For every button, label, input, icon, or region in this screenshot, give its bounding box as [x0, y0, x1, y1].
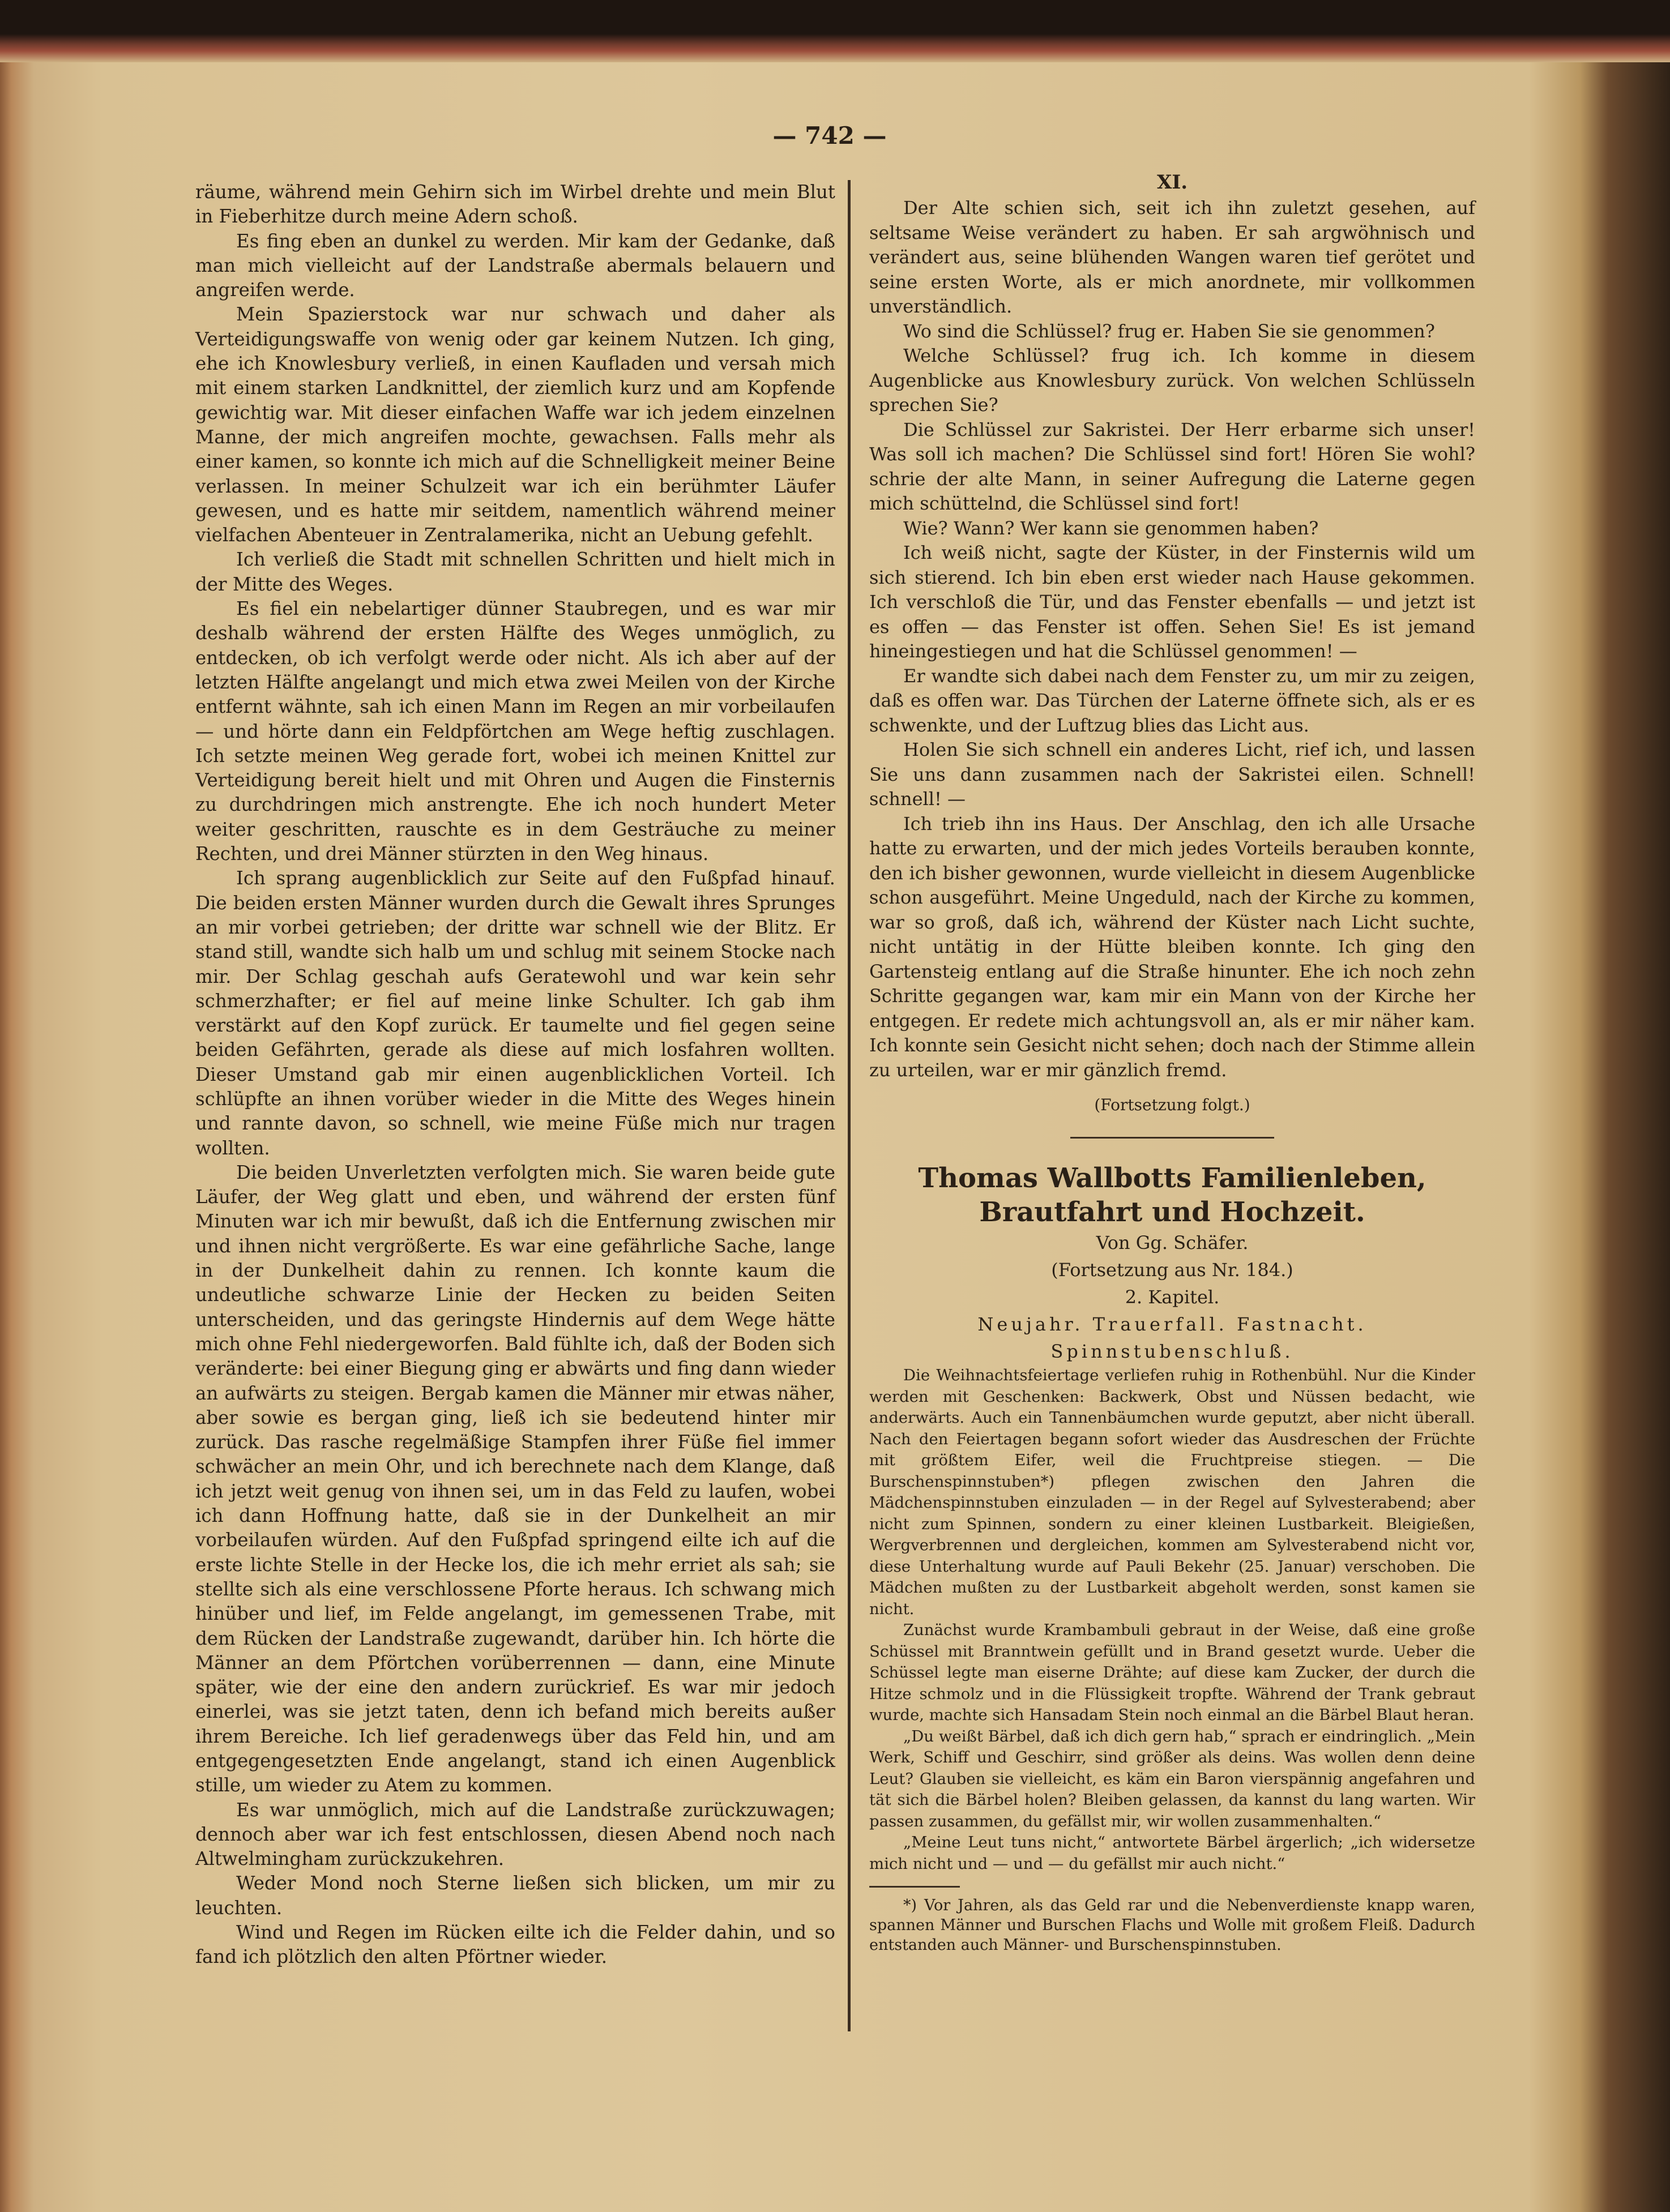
- chapter-heading: XI.: [1156, 171, 1188, 194]
- left-paragraph: Es fing eben an dunkel zu werden. Mir kam der Gedanke, daß man mich vielleicht auf der Landstraße abermals belauern und angreifen werde.: [195, 230, 835, 301]
- left-paragraph: Es fiel ein nebelartiger dünner Staubregen, und es war mir deshalb während der ersten Hälfte des Weges unmöglich, zu entdecken, ob ich verfolgt werde oder nicht. Als ich aber auf der letzten Hälfte angelangt und mich etwa zwei Meilen von der Kirche entfernt wähnte, sah ich einen Mann im Regen an mir vorbeilaufen — und hörte dann ein Feldpförtchen am Wege heftig zuschlagen. Ich setzte meinen Weg gerade fort, wobei ich meinen Knittel zur Verteidigung bereit hielt und mit Ohren und Augen die Finsternis zu durchdringen mich anstrengte. Ehe ich noch hundert Meter weiter geschritten, rauschte es in dem Gesträuche zu meiner Rechten, und drei Männer stürzten in den Weg hinaus.: [195, 598, 835, 865]
- story-continuation: (Fortsetzung aus Nr. 184.): [1051, 1259, 1293, 1281]
- story-paragraph: Die Weihnachtsfeiertage verliefen ruhig in Rothenbühl. Nur die Kinder werden mit Geschenken: Backwerk, Obst und Nüssen bedacht, wie anderwärts. Auch ein Tannenbäumchen wurde geputzt, aber nicht überall. Nach den Feiertagen begann sofort wieder das Ausdreschen der Früchte mit größtem Eifer, weil die Fruchtpreise stiegen. — Die Burschenspinnstuben*) pflegen zwischen den Jahren die Mädchenspinnstuben einzuladen — in der Regel auf Sylvesterabend; aber nicht zum Spinnen, sondern zu einer kleinen Lustbarkeit. Bleigießen, Wergverbrennen und dergleichen, kommen am Sylvesterabend nicht vor, diese Unterhaltung wurde auf Pauli Bekehr (25. Januar) verschoben. Die Mädchen mußten zu der Lustbarkeit abgeholt werden, sonst kamen sie nicht.: [869, 1366, 1475, 1618]
- right-column: [869, 170, 1475, 2038]
- left-paragraph: Ich verließ die Stadt mit schnellen Schritten und hielt mich in der Mitte des Weges.: [195, 549, 835, 595]
- left-column: [195, 180, 835, 2037]
- left-paragraph: Wind und Regen im Rücken eilte ich die Felder dahin, und so fand ich plötzlich den alten Pförtner wieder.: [195, 1922, 835, 1968]
- page-number: — 742 —: [772, 122, 887, 149]
- right-paragraph: Holen Sie sich schnell ein anderes Licht, rief ich, und lassen Sie uns dann zusammen nach der Sakristei eilen. Schnell! schnell! —: [869, 739, 1475, 810]
- story-paragraph: „Du weißt Bärbel, daß ich dich gern hab,“ sprach er eindringlich. „Mein Werk, Schiff und Geschirr, sind größer als deins. Was wollen denn deine Leut? Glauben sie vielleicht, es käm ein Baron vierspännig angefahren und tät sich die Bärbel holen? Bleiben gelassen, da kannst du lang warten. Wir passen zusammen, du gefällst mir, wir wollen zusammenhalten.“: [869, 1727, 1475, 1830]
- right-paragraph: Ich trieb ihn ins Haus. Der Anschlag, den ich alle Ursache hatte zu erwarten, und der mich jedes Vorteils berauben konnte, den ich bisher gewonnen, wurde vielleicht in diesem Augenblicke schon ausgeführt. Meine Ungeduld, nach der Kirche zu kommen, war so groß, daß ich, während der Küster nach Licht suchte, nicht untätig in der Hütte bleiben konnte. Ich ging den Gartensteig entlang auf die Straße hinunter. Ehe ich noch zehn Schritte gegangen war, kam mir ein Mann von der Kirche her entgegen. Er redete mich achtungsvoll an, als er mir näher kam. Ich konnte sein Gesicht nicht sehen; doch nach der Stimme allein zu urteilen, war er mir gänzlich fremd.: [869, 812, 1475, 1081]
- story-paragraph: Zunächst wurde Krambambuli gebraut in der Weise, daß eine große Schüssel mit Branntwein gefüllt und in Brand gesetzt wurde. Ueber die Schüssel legte man eiserne Drähte; auf diese kam Zucker, der durch die Hitze schmolz und in die Flüssigkeit tropfte. Während der Trank gebraut wurde, machte sich Hansadam Stein noch einmal an die Bärbel Blaut heran.: [869, 1621, 1475, 1724]
- left-paragraph: Weder Mond noch Sterne ließen sich blicken, um mir zu leuchten.: [195, 1872, 835, 1919]
- left-paragraph: Mein Spazierstock war nur schwach und daher als Verteidigungswaffe von wenig oder gar keinem Nutzen. Ich ging, ehe ich Knowlesbury verließ, in einen Kaufladen und versah mich mit einem starken Landknittel, der ziemlich kurz und am Kopfende gewichtig war. Mit dieser einfachen Waffe war ich jedem einzelnen Manne, der mich angreifen mochte, gewachsen. Falls mehr als einer kamen, so konnte ich mich auf die Schnelligkeit meiner Beine verlassen. In meiner Schulzeit war ich ein berühmter Läufer gewesen, und es hatte mir seitdem, namentlich während meiner vielfachen Abenteuer in Zentralamerika, nicht an Uebung gefehlt.: [195, 303, 835, 546]
- right-paragraph: Er wandte sich dabei nach dem Fenster zu, um mir zu zeigen, daß es offen war. Das Türchen der Laterne öffnete sich, als er es schwenkte, und der Luftzug blies das Licht aus.: [869, 665, 1475, 736]
- story-subheading: Neujahr. Trauerfall. Fastnacht. Spinnstubenschluß.: [977, 1313, 1367, 1362]
- right-paragraph: Welche Schlüssel? frug ich. Ich komme in diesem Augenblicke aus Knowlesbury zurück. Von welchen Schlüsseln sprechen Sie?: [869, 345, 1475, 416]
- right-paragraph: Der Alte schien sich, seit ich ihn zuletzt gesehen, auf seltsame Weise verändert zu haben. Er sah argwöhnisch und verändert aus, seine blühenden Wangen waren tief gerötet und seine ersten Worte, als er mich anordnete, mir vollkommen unverständlich.: [869, 197, 1475, 317]
- footnote: *) Vor Jahren, als das Geld rar und die Nebenverdienste knapp waren, spannen Männer und Burschen Flachs und Wolle mit großem Fleiß. Dadurch entstanden auch Männer- und Burschenspinnstuben.: [869, 1897, 1475, 1954]
- left-paragraph: Ich sprang augenblicklich zur Seite auf den Fußpfad hinauf. Die beiden ersten Männer wurden durch die Gewalt ihres Sprunges an mir vorbei getrieben; der dritte war schnell wie der Blitz. Er stand still, wandte sich halb um und schlug mit seinem Stocke nach mir. Der Schlag geschah aufs Geratewohl und war kein sehr schmerzhafter; er fiel auf meine linke Schulter. Ich gab ihm verstärkt auf den Kopf zurück. Er taumelte und fiel gegen seine beiden Gefährten, gerade als diese auf mich losfahren wollten. Dieser Umstand gab mir einen augenblicklichen Vorteil. Ich schlüpfte an ihnen vorüber wieder in die Mitte des Weges hinein und rannte davon, so schnell, wie meine Füße mich nur tragen wollten.: [195, 867, 835, 1159]
- book-top-edge: [0, 0, 1670, 62]
- left-paragraph: Die beiden Unverletzten verfolgten mich. Sie waren beide gute Läufer, der Weg glatt und eben, und während der ersten fünf Minuten war ich mir bewußt, daß ich die Entfernung zwischen mir und ihnen nicht vergrößerte. Es war eine gefährliche Sache, lange in der Dunkelheit dahin zu rennen. Ich konnte kaum die undeutliche schwarze Linie der Hecken zu beiden Seiten unterscheiden, und das geringste Hindernis auf dem Wege hätte mich ohne Fehl niedergeworfen. Bald fühlte ich, daß der Boden sich veränderte: bei einer Biegung ging er abwärts und fing dann wieder an aufwärts zu steigen. Bergab kamen die Männer mir etwas näher, aber sowie es bergan ging, ließ ich sie bedeutend hinter mir zurück. Das rasche regelmäßige Stampfen ihrer Füße fiel immer schwächer an mein Ohr, und ich berechnete nach dem Klange, daß ich jetzt weit genug von ihnen sei, um in das Feld zu laufen, wobei ich dann Hoffnung hatte, daß sie in der Dunkelheit an mir vorbeilaufen würden. Auf den Fußpfad springend eilte ich auf die erste lichte Stelle in der Hecke los, die ich mehr erriet als sah; sie stellte sich als eine verschlossene Pforte heraus. Ich schwang mich hinüber und lief, im Felde angelangt, im gemessenen Trabe, mit dem Rücken der Landstraße zugewandt, darüber hin. Ich hörte die Männer an dem Pförtchen vorüberrennen — dann, eine Minute später, wie der eine den andern zurückrief. Es war mir jedoch einerlei, was sie jetzt taten, denn ich befand mich bereits außer ihrem Bereiche. Ich lief geradenwegs über das Feld hin, und am entgegengesetzten Ende angelangt, stand ich einen Augenblick stille, um wieder zu Atem zu kommen.: [195, 1161, 835, 1796]
- right-paragraph: Wie? Wann? Wer kann sie genommen haben?: [903, 517, 1319, 539]
- right-paragraph: Ich weiß nicht, sagte der Küster, in der Finsternis wild um sich stierend. Ich bin eben erst wieder nach Hause gekommen. Ich verschloß die Tür, und das Fenster ebenfalls — und jetzt ist es offen — das Fenster ist offen. Sehen Sie! Es ist jemand hineingestiegen und hat die Schlüssel genommen! —: [869, 542, 1475, 662]
- story-chapter: 2. Kapitel.: [1125, 1286, 1220, 1308]
- to-be-continued-note: (Fortsetzung folgt.): [1094, 1096, 1250, 1114]
- left-paragraph: Es war unmöglich, mich auf die Landstraße zurückzuwagen; dennoch aber war ich fest entschlossen, diesen Abend noch nach Altwelmingham zurückzukehren.: [195, 1799, 835, 1870]
- story-title: Thomas Wallbotts Familienleben, Brautfahrt und Hochzeit.: [918, 1162, 1426, 1228]
- story-author: Von Gg. Schäfer.: [1096, 1232, 1249, 1253]
- column-divider: [848, 180, 851, 2031]
- right-paragraph: Die Schlüssel zur Sakristei. Der Herr erbarme sich unser! Was soll ich machen? Die Schlüssel sind fort! Hören Sie wohl? schrie der alte Mann, in seiner Aufregung die Laterne gegen mich schüttelnd, die Schlüssel sind fort!: [869, 418, 1475, 514]
- right-paragraph: Wo sind die Schlüssel? frug er. Haben Sie sie genommen?: [903, 320, 1435, 342]
- section-rule: [1070, 1137, 1274, 1139]
- story-paragraph: „Meine Leut tuns nicht,“ antwortete Bärbel ärgerlich; „ich widersetze mich nicht und — und — du gefällst mir auch nicht.“: [869, 1833, 1475, 1873]
- left-paragraph: räume, während mein Gehirn sich im Wirbel drehte und mein Blut in Fieberhitze durch meine Adern schoß.: [195, 181, 835, 228]
- footnote-rule: [869, 1886, 960, 1888]
